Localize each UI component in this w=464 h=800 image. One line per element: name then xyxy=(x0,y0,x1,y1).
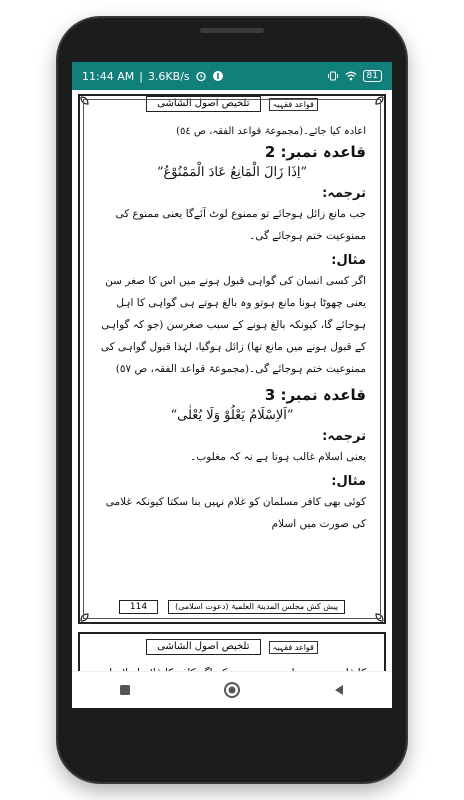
reference-line: اعادہ کیا جائے۔(مجموعۃ قواعد الفقہ، ص ٥٤) xyxy=(176,126,366,137)
page-number: 114 xyxy=(119,600,158,614)
chapter-tag: قواعد فقہیہ xyxy=(269,98,318,111)
status-bar xyxy=(72,62,392,90)
home-button[interactable] xyxy=(220,678,244,702)
rule2-translation: جب مانع زائل ہوجائے تو ممنوع لوٹ آئےگا یعنی ممنوع کی ممنوعیت ختم ہوجائے گی۔ xyxy=(115,208,366,242)
publisher-line: پیش کش مجلس المدینۃ العلمیۃ (دعوت اسلامی) xyxy=(168,600,345,614)
rule3-translation: یعنی اسلام غالب ہوتا ہے نہ کہ مغلوب۔ xyxy=(190,451,366,463)
page-content xyxy=(98,118,366,588)
rule3-arabic: ”اَلاِسْلَامُ يَعْلُوْ وَلَا يُعْلٰى“ xyxy=(170,408,294,423)
page-footer xyxy=(94,596,370,618)
square-icon xyxy=(118,683,132,697)
wifi-icon xyxy=(345,70,357,82)
rule3-translation-heading: ترجمہ: xyxy=(322,429,366,444)
alarm-icon xyxy=(195,70,207,82)
rule3-example-heading: مثال: xyxy=(331,474,366,489)
page-header xyxy=(140,638,324,656)
rule2-heading: قاعدہ نمبر: 2 xyxy=(264,143,366,161)
clock: 11:44 AM xyxy=(82,69,135,83)
app-notification-icon xyxy=(212,70,224,82)
rule2-arabic: ”اِذَا زَالَ الْمَانِعُ عَادَ الْمَمْنُوْعُ“ xyxy=(156,165,308,180)
back-button[interactable] xyxy=(327,678,351,702)
rule3-heading: قاعدہ نمبر: 3 xyxy=(264,386,366,404)
vibrate-icon xyxy=(327,70,339,82)
circle-icon xyxy=(223,681,241,699)
corner-ornament-icon xyxy=(366,94,386,114)
chapter-tag: قواعد فقہیہ xyxy=(269,641,318,654)
rule2-example: اگر کسی انسان کی گواہی قبول ہونے میں اس کا صغر سن یعنی چھوٹا ہونا مانع ہوتو وہ بالغ ہوتے ہی گواہی کا اہل ہوجائے گا، کیونکہ بالغ ہونے کے سبب صغرسن (جو کہ گواہی کے قبول ہونے میں مانع تھا) زائل ہوگیا، لہٰذا قبول گواہی کی ممنوعیت ختم ہوجائے گی۔(مجموعۃ قواعد الفقہ، ص ٥٧) xyxy=(100,275,366,375)
corner-ornament-icon xyxy=(78,94,98,114)
recents-button[interactable] xyxy=(113,678,137,702)
screen xyxy=(72,62,392,708)
triangle-back-icon xyxy=(332,683,346,697)
rule2-example-heading: مثال: xyxy=(331,253,366,268)
separator: | xyxy=(139,69,143,83)
book-page[interactable] xyxy=(78,94,386,624)
book-title: تلخیص اصول الشاشی xyxy=(146,96,260,112)
rule2-translation-heading: ترجمہ: xyxy=(322,186,366,201)
book-title: تلخیص اصول الشاشی xyxy=(146,639,260,655)
page-header xyxy=(140,95,324,113)
navigation-bar xyxy=(72,671,392,708)
rule3-example: کوئی بھی کافر مسلمان کو غلام نہیں بنا سکتا کیونکہ غلامی کی صورت میں اسلام xyxy=(105,496,366,530)
network-speed: 3.6KB/s xyxy=(147,69,190,83)
battery-indicator: 81 xyxy=(363,70,382,82)
